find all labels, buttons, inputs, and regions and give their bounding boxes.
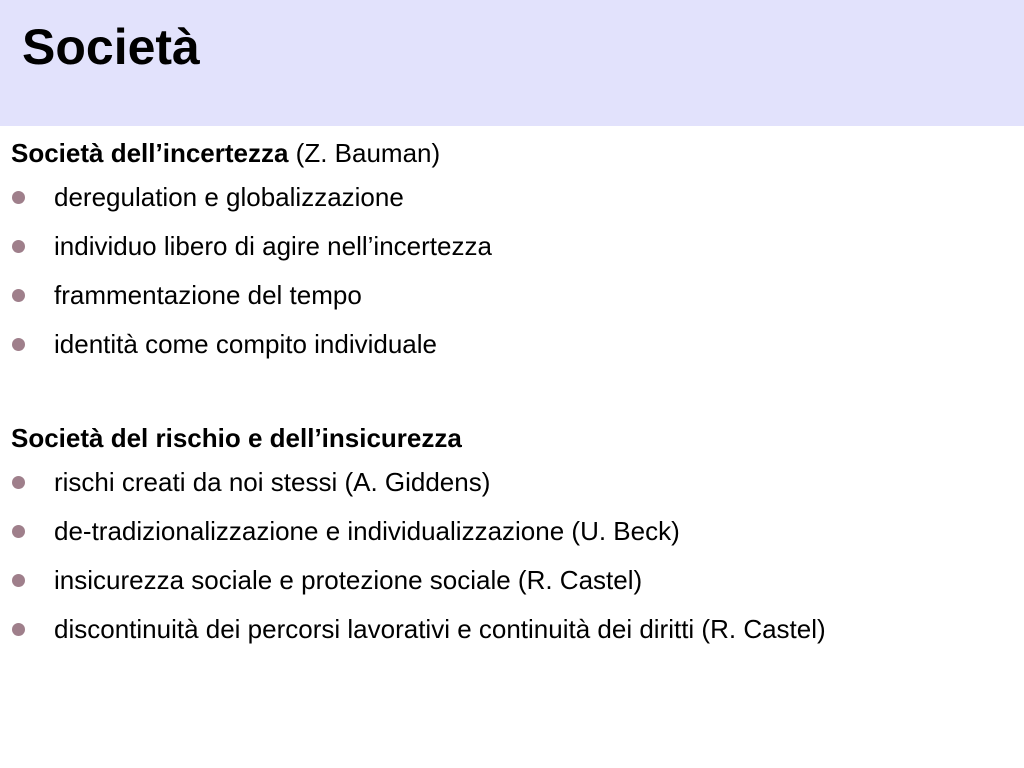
list-item-text: rischi creati da noi stessi (A. Giddens) [54,467,491,497]
section-heading-bold: Società del rischio e dell’insicurezza [11,423,462,453]
slide-title: Società [22,19,200,75]
section-heading-rischio [11,418,1011,458]
list-item-text: de-tradizionalizzazione e individualizzazione (U. Beck) [54,516,680,546]
bullet-dot-icon [12,191,25,204]
list-item-text: identità come compito individuale [54,329,437,359]
bullet-dot-icon [12,476,25,489]
list-item-text: individuo libero di agire nell’incertezza [54,231,492,261]
list-item [11,271,1011,320]
list-item-text: frammentazione del tempo [54,280,362,310]
list-item [11,458,1011,507]
bullet-dot-icon [12,289,25,302]
bullet-dot-icon [12,623,25,636]
section-heading-author: (Z. Bauman) [288,138,441,168]
slide-content [11,133,1011,654]
list-item [11,556,1011,605]
section-heading-incertezza [11,133,1011,173]
bullet-list-incertezza [11,173,1011,369]
list-item [11,320,1011,369]
bullet-dot-icon [12,574,25,587]
bullet-dot-icon [12,338,25,351]
section-spacer [11,369,1011,418]
list-item [11,173,1011,222]
bullet-dot-icon [12,525,25,538]
section-heading-bold: Società dell’incertezza [11,138,289,168]
list-item-text: deregulation e globalizzazione [54,182,404,212]
list-item [11,507,1011,556]
bullet-list-rischio [11,458,1011,654]
list-item [11,222,1011,271]
title-band [0,0,1024,126]
bullet-dot-icon [12,240,25,253]
list-item-text: insicurezza sociale e protezione sociale (R. Castel) [54,565,643,595]
list-item-text: discontinuità dei percorsi lavorativi e continuità dei diritti (R. Castel) [54,614,826,644]
list-item [11,605,1011,654]
